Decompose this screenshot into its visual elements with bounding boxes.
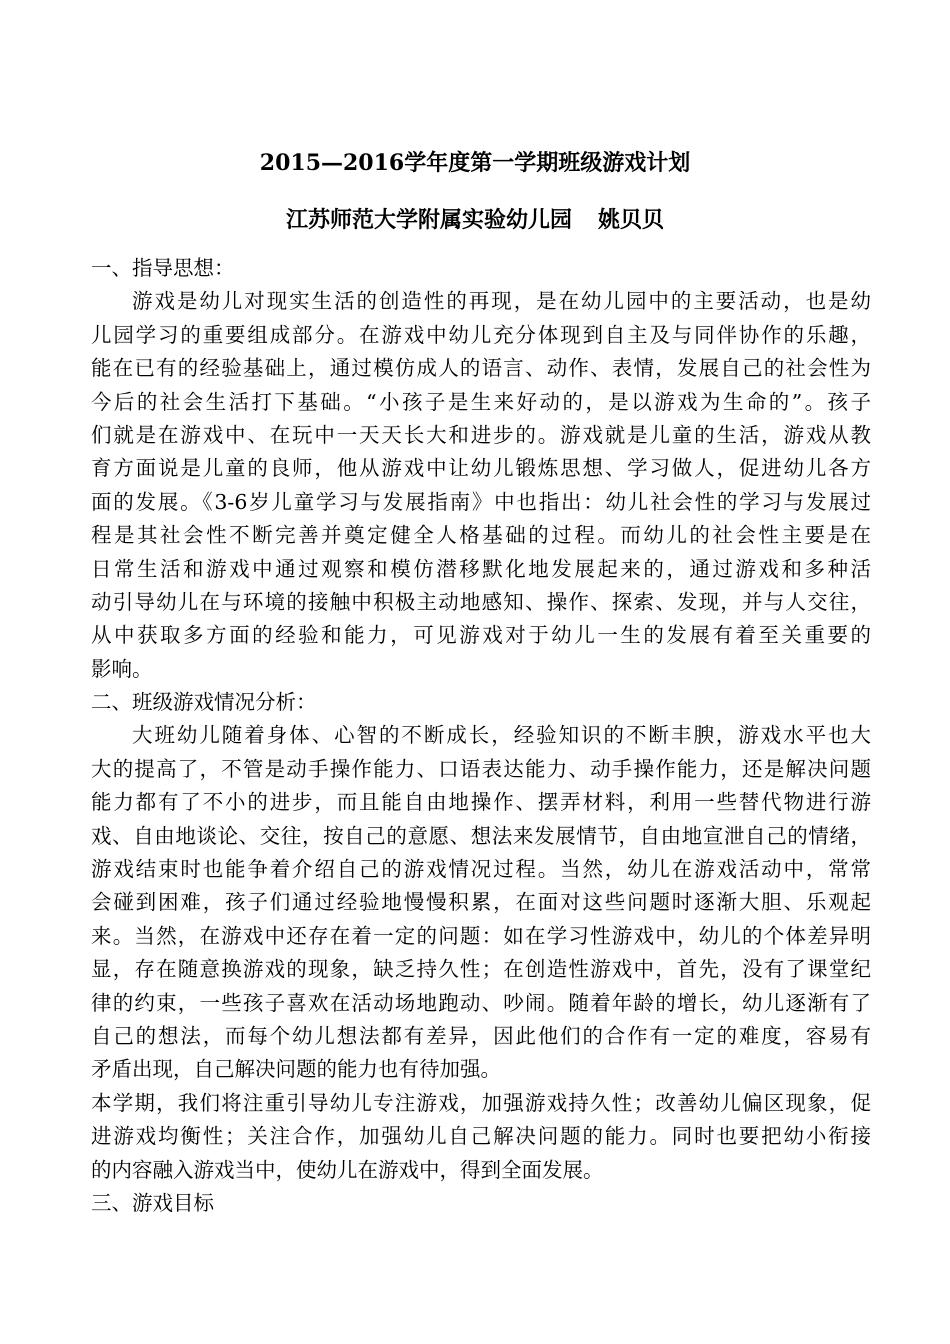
paragraph-line: 进游戏均衡性；关注合作，加强幼儿自己解决问题的能力。同时也要把幼小衔接 — [91, 1124, 871, 1149]
paragraph-line: 来。当然，在游戏中还存在着一定的问题：如在学习性游戏中，幼儿的个体差异明 — [91, 923, 871, 948]
paragraph-line: 会碰到困难，孩子们通过经验地慢慢积累，在面对这些问题时逐渐大胆、乐观起 — [91, 890, 871, 915]
paragraph-line: 游戏是幼儿对现实生活的创造性的再现，是在幼儿园中的主要活动，也是幼 — [132, 289, 871, 314]
paragraph-line: 本学期，我们将注重引导幼儿专注游戏，加强游戏持久性；改善幼儿偏区现象，促 — [91, 1090, 871, 1115]
paragraph-line: 今后的社会生活打下基础。“小孩子是生来好动的，是以游戏为生命的”。孩子 — [91, 389, 871, 414]
document-byline — [0, 205, 950, 235]
paragraph-line: 大班幼儿随着身体、心智的不断成长，经验知识的不断丰腴，游戏水平也大 — [132, 723, 871, 748]
paragraph-line: 日常生活和游戏中通过观察和模仿潜移默化地发展起来的，通过游戏和多种活 — [91, 556, 871, 581]
paragraph-line: 程是其社会性不断完善并奠定健全人格基础的过程。而幼儿的社会性主要是在 — [91, 523, 871, 548]
paragraph-line: 儿园学习的重要组成部分。在游戏中幼儿充分体现到自主及与同伴协作的乐趣， — [91, 322, 871, 347]
paragraph-line: 能力都有了不小的进步，而且能自由地操作、摆弄材料，利用一些替代物进行游 — [91, 790, 871, 815]
school-name: 江苏师范大学附属实验幼儿园 — [285, 207, 572, 233]
paragraph-line: 显，存在随意换游戏的现象，缺乏持久性；在创造性游戏中，首先，没有了课堂纪 — [91, 957, 871, 982]
section-heading-guiding-ideas: 一、指导思想： — [91, 256, 235, 280]
author-name: 姚贝贝 — [598, 207, 665, 233]
paragraph-line: 大的提高了，不管是动手操作能力、口语表达能力、动手操作能力，还是解决问题 — [91, 756, 871, 781]
section-heading-class-analysis: 二、班级游戏情况分析： — [91, 690, 317, 715]
paragraph-line: 影响。 — [91, 656, 153, 681]
paragraph-line: 从中获取多方面的经验和能力，可见游戏对于幼儿一生的发展有着至关重要的 — [91, 623, 871, 648]
paragraph-line: 动引导幼儿在与环境的接触中积极主动地感知、操作、探索、发现，并与人交往， — [91, 589, 871, 614]
paragraph-line: 自己的想法，而每个幼儿想法都有差异，因此他们的合作有一定的难度，容易有 — [91, 1023, 871, 1048]
document-body — [91, 252, 871, 1220]
paragraph-line: 游戏结束时也能争着介绍自己的游戏情况过程。当然，幼儿在游戏活动中，常常 — [91, 857, 871, 882]
paragraph-line: 律的约束，一些孩子喜欢在活动场地跑动、吵闹。随着年龄的增长，幼儿逐渐有了 — [91, 990, 871, 1015]
paragraph-line: 能在已有的经验基础上，通过模仿成人的语言、动作、表情，发展自己的社会性为 — [91, 356, 871, 381]
paragraph-line: 面的发展。《3-6岁儿童学习与发展指南》中也指出：幼儿社会性的学习与发展过 — [91, 489, 871, 514]
section-heading-game-goals: 三、游戏目标 — [91, 1190, 214, 1215]
paragraph-line: 育方面说是儿童的良师，他从游戏中让幼儿锻炼思想、学习做人，促进幼儿各方 — [91, 456, 871, 481]
paragraph-line: 们就是在游戏中、在玩中一天天长大和进步的。游戏就是儿童的生活，游戏从教 — [91, 422, 871, 447]
paragraph-line: 的内容融入游戏当中，使幼儿在游戏中，得到全面发展。 — [91, 1157, 604, 1182]
paragraph-line: 戏、自由地谈论、交往，按自己的意愿、想法来发展情节，自由地宣泄自己的情绪， — [91, 823, 871, 848]
document-title: 2015—2016学年度第一学期班级游戏计划 — [259, 150, 691, 176]
paragraph-line: 矛盾出现，自己解决问题的能力也有待加强。 — [91, 1057, 501, 1082]
